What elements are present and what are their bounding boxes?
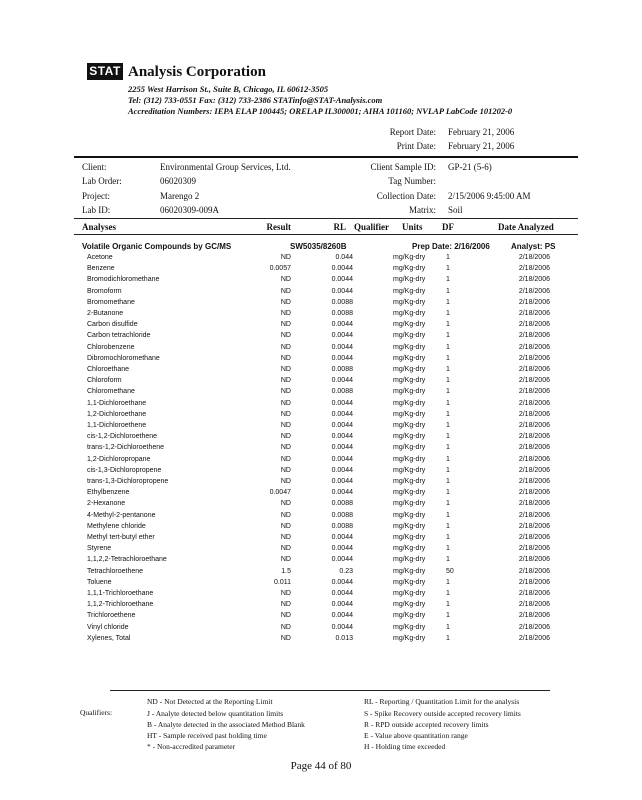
col-df: DF [442,222,454,232]
prep-date: Prep Date: 2/16/2006 [412,242,490,251]
analyte-name: Ethylbenzene [87,489,130,497]
date-analyzed-value: 2/18/2006 [518,366,550,373]
date-analyzed-value: 2/18/2006 [518,534,550,541]
table-row [0,635,642,646]
result-value: ND [280,444,291,452]
table-row [0,321,642,332]
table-row [0,624,642,635]
company-accreditation: Accreditation Numbers: IEPA ELAP 100445; ORELAP IL300001; AIHA 101160; NVLAP LabCode 101202-0 [128,106,513,116]
rl-value: 0.0044 [331,399,353,407]
client-label: Client: [82,162,107,172]
col-rl: RL [333,222,346,232]
analyte-name: Xylenes, Total [87,634,131,642]
collection-date-label: Collection Date: [376,191,436,201]
date-analyzed-value: 2/18/2006 [518,601,550,609]
table-row [0,489,642,500]
df-value: 1 [446,332,450,340]
table-row [0,467,642,478]
date-analyzed-value: 2/18/2006 [518,287,550,295]
rl-value: 0.0044 [331,276,353,284]
df-value: 1 [446,276,450,284]
df-value: 1 [446,612,450,620]
df-value: 1 [446,623,450,631]
analyte-name: 1,2-Dichloroethane [87,410,147,418]
date-analyzed-value: 2/18/2006 [518,612,550,620]
result-value: ND [280,399,291,407]
units-value: mg/Kg-dry [393,444,426,452]
analyte-name: Bromodichloromethane [87,276,160,284]
rl-value: 0.0088 [331,511,353,519]
client-sample-id-label: Client Sample ID: [370,162,436,172]
table-row [0,601,642,612]
date-analyzed-value: 2/18/2006 [518,567,550,575]
table-row [0,288,642,299]
units-value: mg/Kg-dry [393,343,426,351]
rl-value: 0.0044 [331,332,353,340]
analyte-name: cis-1,2-Dichloroethene [87,433,158,441]
table-row [0,411,642,422]
analyst: Analyst: PS [511,242,556,251]
result-value: ND [280,500,291,508]
units-value: mg/Kg-dry [393,522,426,530]
qualifier-right-3: R - RPD outside accepted recovery limits [364,720,489,729]
project-value: Marengo 2 [160,191,200,201]
page-number: Page 44 of 80 [290,760,352,772]
table-row [0,523,642,534]
date-analyzed-value: 2/18/2006 [518,478,550,485]
analyte-name: cis-1,3-Dichloropropene [87,466,162,474]
analyte-name: Acetone [87,254,113,261]
matrix-label: Matrix: [409,205,436,215]
tag-number-label: Tag Number: [388,176,436,186]
table-row [0,534,642,545]
lab-order-label: Lab Order: [82,176,122,186]
date-analyzed-value: 2/18/2006 [518,265,550,273]
method-name: Volatile Organic Compounds by GC/MS [82,242,232,251]
client-sample-id-value: GP-21 (5-6) [448,162,492,172]
lab-id-value: 06020309-009A [160,205,219,215]
analyte-name: Styrene [87,545,112,553]
rl-value: 0.0044 [331,489,353,497]
table-row [0,344,642,355]
units-value: mg/Kg-dry [393,377,426,385]
rl-value: 0.0044 [331,578,353,586]
analyte-name: Vinyl chloride [87,623,129,631]
units-value: mg/Kg-dry [393,511,426,519]
result-value: ND [280,310,291,317]
qualifier-left-2: J - Analyte detected below quantitation limits [147,709,284,718]
units-value: mg/Kg-dry [393,433,426,441]
company-contact: Tel: (312) 733-0551 Fax: (312) 733-2386 STATinfo@STAT-Analysis.com [128,95,383,105]
table-row [0,310,642,321]
units-value: mg/Kg-dry [393,254,426,261]
analyte-name: Chlorobenzene [87,343,135,351]
units-value: mg/Kg-dry [393,578,426,586]
date-analyzed-value: 2/18/2006 [518,623,550,631]
df-value: 1 [446,478,450,485]
analyte-name: Tetrachloroethene [87,567,144,575]
qualifier-left-1: ND - Not Detected at the Reporting Limit [147,697,273,706]
units-value: mg/Kg-dry [393,612,426,620]
df-value: 1 [446,444,450,452]
date-analyzed-value: 2/18/2006 [518,422,550,429]
units-value: mg/Kg-dry [393,388,426,396]
df-value: 1 [446,354,450,362]
print-date: February 21, 2006 [448,141,515,151]
date-analyzed-value: 2/18/2006 [518,545,550,553]
date-analyzed-value: 2/18/2006 [518,444,550,452]
result-value: ND [280,545,291,553]
units-value: mg/Kg-dry [393,332,426,340]
analyte-name: trans-1,2-Dichloroethene [87,444,165,452]
result-value: ND [280,590,291,597]
column-header-divider [74,234,578,235]
df-value: 1 [446,500,450,508]
analyte-name: 1,1,2,2-Tetrachloroethane [87,556,167,564]
analyte-name: Chloroethane [87,366,130,373]
analyte-name: Carbon tetrachloride [87,332,151,340]
date-analyzed-value: 2/18/2006 [518,500,550,508]
date-analyzed-value: 2/18/2006 [518,321,550,329]
df-value: 1 [446,254,450,261]
date-analyzed-value: 2/18/2006 [518,489,550,497]
result-value: ND [280,321,291,329]
report-date: February 21, 2006 [448,127,515,137]
date-analyzed-value: 2/18/2006 [518,298,550,306]
analyte-name: Methylene chloride [87,522,146,530]
df-value: 1 [446,343,450,351]
result-value: 0.011 [274,578,291,586]
units-value: mg/Kg-dry [393,601,426,609]
units-value: mg/Kg-dry [393,366,426,373]
rl-value: 0.0044 [331,455,353,463]
table-row [0,612,642,623]
result-value: ND [280,612,291,620]
header-divider [74,156,578,158]
client-value: Environmental Group Services, Ltd. [160,162,291,172]
units-value: mg/Kg-dry [393,567,426,575]
date-analyzed-value: 2/18/2006 [518,590,550,597]
result-value: ND [280,276,291,284]
qualifier-right-1: RL - Reporting / Quantitation Limit for the analysis [364,697,520,706]
analyte-name: Chloromethane [87,388,135,396]
units-value: mg/Kg-dry [393,466,426,474]
rl-value: 0.0044 [331,478,353,485]
qualifier-right-5: H - Holding time exceeded [364,742,446,751]
units-value: mg/Kg-dry [393,321,426,329]
df-value: 1 [446,422,450,429]
result-value: ND [280,377,291,385]
table-row [0,444,642,455]
units-value: mg/Kg-dry [393,298,426,306]
rl-value: 0.0044 [331,343,353,351]
method-code: SW5035/8260B [290,242,347,251]
result-value: ND [280,478,291,485]
rl-value: 0.0044 [331,534,353,541]
analyte-name: 1,1,2-Trichloroethane [87,601,154,609]
df-value: 1 [446,399,450,407]
rl-value: 0.0088 [331,522,353,530]
rl-value: 0.0044 [331,466,353,474]
rl-value: 0.0044 [331,433,353,441]
date-analyzed-value: 2/18/2006 [518,511,550,519]
analyte-name: 1,1-Dichloroethane [87,399,147,407]
lab-id-label: Lab ID: [82,205,111,215]
analyte-name: Carbon disulfide [87,321,138,329]
df-value: 50 [446,567,454,575]
analyte-name: Methyl tert-butyl ether [87,534,155,541]
report-date-label: Report Date: [389,127,436,137]
table-row [0,254,642,265]
result-value: ND [280,410,291,418]
rl-value: 0.23 [339,567,353,575]
table-row [0,366,642,377]
df-value: 1 [446,601,450,609]
analyte-name: 1,2-Dichloropropane [87,455,151,463]
table-row [0,545,642,556]
table-row [0,422,642,433]
units-value: mg/Kg-dry [393,500,426,508]
rl-value: 0.0088 [331,298,353,306]
date-analyzed-value: 2/18/2006 [518,634,550,642]
rl-value: 0.0044 [331,422,353,429]
rl-value: 0.0088 [331,366,353,373]
col-units: Units [402,222,423,232]
company-logo: STAT [87,63,123,80]
date-analyzed-value: 2/18/2006 [518,276,550,284]
table-row [0,568,642,579]
df-value: 1 [446,410,450,418]
table-row [0,332,642,343]
analyte-name: Chloroform [87,377,122,385]
analyte-name: 2-Hexanone [87,500,126,508]
df-value: 1 [446,511,450,519]
df-value: 1 [446,534,450,541]
units-value: mg/Kg-dry [393,534,426,541]
df-value: 1 [446,265,450,273]
df-value: 1 [446,388,450,396]
df-value: 1 [446,556,450,564]
date-analyzed-value: 2/18/2006 [518,354,550,362]
rl-value: 0.0044 [331,556,353,564]
rl-value: 0.0044 [331,601,353,609]
analyte-name: Trichloroethene [87,612,136,620]
table-row [0,433,642,444]
date-analyzed-value: 2/18/2006 [518,466,550,474]
units-value: mg/Kg-dry [393,310,426,317]
analyte-name: 2-Butanone [87,310,124,317]
table-row [0,456,642,467]
table-row [0,478,642,489]
analyte-name: 4-Methyl-2-pentanone [87,511,156,519]
units-value: mg/Kg-dry [393,276,426,284]
df-value: 1 [446,287,450,295]
result-value: ND [280,534,291,541]
df-value: 1 [446,522,450,530]
company-name: Analysis Corporation [128,64,266,80]
rl-value: 0.0044 [331,444,353,452]
units-value: mg/Kg-dry [393,422,426,429]
table-row [0,500,642,511]
table-row [0,400,642,411]
rl-value: 0.0044 [331,612,353,620]
result-value: ND [280,354,291,362]
df-value: 1 [446,366,450,373]
df-value: 1 [446,321,450,329]
df-value: 1 [446,466,450,474]
print-date-label: Print Date: [396,141,436,151]
table-row [0,276,642,287]
df-value: 1 [446,433,450,441]
analyte-name: Benzene [87,265,115,273]
result-value: ND [280,422,291,429]
units-value: mg/Kg-dry [393,265,426,273]
date-analyzed-value: 2/18/2006 [518,556,550,564]
units-value: mg/Kg-dry [393,455,426,463]
units-value: mg/Kg-dry [393,354,426,362]
col-date-analyzed: Date Analyzed [498,222,554,232]
date-analyzed-value: 2/18/2006 [518,410,550,418]
analyte-name: trans-1,3-Dichloropropene [87,478,169,485]
table-row [0,265,642,276]
rl-value: 0.013 [335,634,353,642]
table-row [0,579,642,590]
rl-value: 0.0044 [331,410,353,418]
rl-value: 0.0044 [331,590,353,597]
result-value: ND [280,298,291,306]
result-value: ND [280,522,291,530]
result-value: ND [280,287,291,295]
result-value: ND [280,511,291,519]
df-value: 1 [446,634,450,642]
result-value: ND [280,332,291,340]
analyte-name: Toluene [87,578,112,586]
lab-order-value: 06020309 [160,176,196,186]
qualifier-left-4: HT - Sample received past holding time [147,731,267,740]
date-analyzed-value: 2/18/2006 [518,343,550,351]
date-analyzed-value: 2/18/2006 [518,332,550,340]
units-value: mg/Kg-dry [393,634,426,642]
matrix-value: Soil [448,205,463,215]
df-value: 1 [446,578,450,586]
rl-value: 0.0044 [331,354,353,362]
units-value: mg/Kg-dry [393,287,426,295]
units-value: mg/Kg-dry [393,556,426,564]
date-analyzed-value: 2/18/2006 [518,433,550,441]
units-value: mg/Kg-dry [393,545,426,553]
col-qualifier: Qualifier [354,222,389,232]
df-value: 1 [446,298,450,306]
analyte-name: Dibromochloromethane [87,354,160,362]
rl-value: 0.0044 [331,623,353,631]
units-value: mg/Kg-dry [393,399,426,407]
qualifier-right-2: S - Spike Recovery outside accepted recovery limits [364,709,521,718]
result-value: ND [280,601,291,609]
date-analyzed-value: 2/18/2006 [518,578,550,586]
analyte-name: 1,1,1-Trichloroethane [87,590,154,597]
table-row [0,377,642,388]
analyte-name: Bromomethane [87,298,135,306]
date-analyzed-value: 2/18/2006 [518,399,550,407]
rl-value: 0.0044 [331,377,353,385]
col-result: Result [266,222,291,232]
result-value: ND [280,254,291,261]
result-value: 0.0057 [269,265,291,273]
result-value: ND [280,366,291,373]
rl-value: 0.0088 [331,500,353,508]
df-value: 1 [446,590,450,597]
rl-value: 0.0088 [331,310,353,317]
project-label: Project: [82,191,110,201]
df-value: 1 [446,545,450,553]
df-value: 1 [446,310,450,317]
col-analyses: Analyses [82,222,117,232]
date-analyzed-value: 2/18/2006 [518,310,550,317]
rl-value: 0.0044 [331,321,353,329]
table-row [0,299,642,310]
table-row [0,556,642,567]
table-row [0,590,642,601]
analyte-name: Bromoform [87,287,122,295]
result-value: ND [280,623,291,631]
info-divider [74,218,578,219]
result-value: ND [280,466,291,474]
result-value: ND [280,388,291,396]
rl-value: 0.0044 [331,265,353,273]
qualifier-left-5: * - Non-accredited parameter [147,742,236,751]
result-value: ND [280,455,291,463]
company-address: 2255 West Harrison St., Suite B, Chicago, IL 60612-3505 [128,84,329,94]
date-analyzed-value: 2/18/2006 [518,254,550,261]
qualifier-right-4: E - Value above quantitation range [364,731,468,740]
analyte-name: 1,1-Dichloroethene [87,422,147,429]
units-value: mg/Kg-dry [393,478,426,485]
result-value: ND [280,634,291,642]
table-row [0,355,642,366]
qualifiers-label: Qualifiers: [80,708,113,717]
qualifier-left-3: B - Analyte detected in the associated Method Blank [147,720,305,729]
collection-date-value: 2/15/2006 9:45:00 AM [448,191,531,201]
date-analyzed-value: 2/18/2006 [518,388,550,396]
rl-value: 0.0044 [331,287,353,295]
table-row [0,512,642,523]
result-value: ND [280,343,291,351]
df-value: 1 [446,489,450,497]
result-value: ND [280,556,291,564]
footer-divider [110,690,550,691]
units-value: mg/Kg-dry [393,590,426,597]
result-value: 1.5 [281,567,291,575]
df-value: 1 [446,455,450,463]
result-value: 0.0047 [269,489,291,497]
units-value: mg/Kg-dry [393,623,426,631]
units-value: mg/Kg-dry [393,410,426,418]
date-analyzed-value: 2/18/2006 [518,455,550,463]
df-value: 1 [446,377,450,385]
table-row [0,388,642,399]
result-value: ND [280,433,291,441]
date-analyzed-value: 2/18/2006 [518,522,550,530]
date-analyzed-value: 2/18/2006 [518,377,550,385]
units-value: mg/Kg-dry [393,489,426,497]
rl-value: 0.0088 [331,388,353,396]
rl-value: 0.0044 [331,545,353,553]
rl-value: 0.044 [335,254,353,261]
